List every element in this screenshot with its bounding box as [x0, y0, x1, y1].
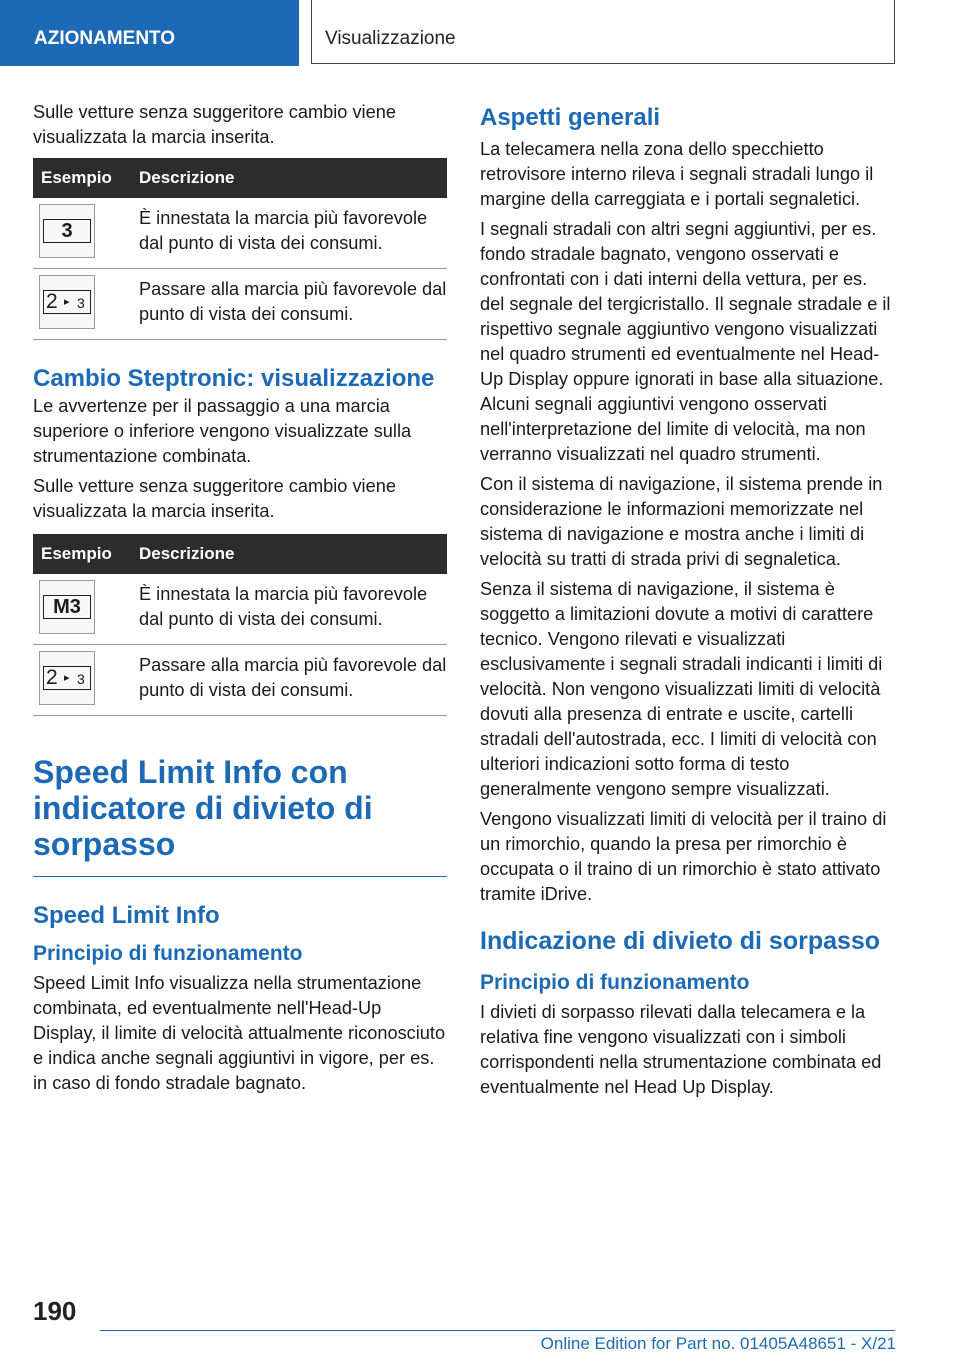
- subsection-tab: [311, 0, 895, 64]
- example-cell: [33, 198, 135, 269]
- left-column: [33, 100, 447, 1101]
- column-header-description: Descrizione: [135, 534, 447, 574]
- column-header-description: Descrizione: [135, 158, 447, 198]
- principle-heading: Principio di funzionamento: [33, 942, 303, 965]
- general-paragraph-4: Senza il sistema di navigazione, il sistema è soggetto a limitazioni dovute a motivi di carattere tecnico. Vengono rilevati e visualizzati esclusivamente i segnali stradali indicanti i limiti di velocità. Non vengono visualizzati limiti di velocità dovuti alla presenza di entrate e uscite, cartelli stradali dell'autostrada, ecc. I limiti di velocità con ulteriori indicazioni sotto forma di testo generalmente vengono sempre visualizzati.: [480, 579, 883, 799]
- gear-3-icon: [39, 204, 95, 258]
- steptronic-heading: Cambio Steptronic: visualizzazione: [33, 365, 435, 392]
- table-row: [33, 645, 447, 716]
- principle-paragraph: I divieti di sorpasso rilevati dalla telecamera e la relativa fine vengono visualizzati con i simboli corrispondenti nella strumentazione combinata ed eventualmente nel Head Up Display.: [480, 1002, 882, 1097]
- example-cell: [33, 269, 135, 340]
- table-header-row: [33, 158, 447, 198]
- section-title: AZIONAMENTO: [34, 28, 176, 49]
- overtake-heading: Indicazione di divieto di sorpasso: [480, 927, 881, 955]
- general-paragraph-5: Vengono visualizzati limiti di velocità per il traino di un rimorchio, quando la presa per rimorchio è occupata o il traino di un rimorchio è stato attivato tramite iDrive.: [480, 809, 887, 904]
- description-cell: È innestata la marcia più favorevole dal punto di vista dei consumi.: [135, 574, 447, 645]
- current-gear-label: 2: [46, 666, 58, 689]
- steptronic-paragraph-2: Sulle vetture senza suggeritore cambio viene visualizzata la marcia inserita.: [33, 476, 396, 521]
- speed-limit-info-heading: Speed Limit Info: [33, 902, 220, 929]
- gear-icon-label: M3: [53, 596, 81, 618]
- description-cell: È innestata la marcia più favorevole dal punto di vista dei consumi.: [135, 198, 447, 269]
- description-cell: Passare alla marcia più favorevole dal punto di vista dei consumi.: [135, 269, 447, 340]
- subsection-title: Visualizzazione: [325, 28, 456, 49]
- target-gear-label: 3: [77, 671, 85, 687]
- column-header-example: Esempio: [33, 158, 135, 198]
- manual-gear-icon: [39, 580, 95, 634]
- arrow-right-icon: ▸: [64, 672, 70, 684]
- page-number: 190: [33, 1296, 77, 1326]
- shift-up-icon: [39, 651, 95, 705]
- target-gear-label: 3: [77, 295, 85, 311]
- current-gear-label: 2: [46, 290, 58, 313]
- description-cell: Passare alla marcia più favorevole dal punto di vista dei consumi.: [135, 645, 447, 716]
- column-header-example: Esempio: [33, 534, 135, 574]
- table-row: [33, 269, 447, 340]
- example-cell: [33, 574, 135, 645]
- general-heading: Aspetti generali: [480, 104, 661, 131]
- page-header: [0, 0, 960, 66]
- intro-paragraph: Sulle vetture senza suggeritore cambio viene visualizzata la marcia inserita.: [33, 102, 396, 147]
- arrow-right-icon: ▸: [64, 296, 70, 308]
- gear-icon-label: 3: [61, 220, 73, 242]
- right-column: [480, 103, 896, 1105]
- table-row: [33, 198, 447, 269]
- table-row: [33, 574, 447, 645]
- table-header-row: [33, 534, 447, 574]
- footer-divider: [100, 1330, 895, 1331]
- shift-up-icon: [39, 275, 95, 329]
- general-paragraph-2: I segnali stradali con altri segni aggiuntivi, per es. fondo stradale bagnato, vengono osservati e confrontati con i dati interni della vettura, per es. del segnale del tergicristallo. Il segnale stradale e il rispettivo segnale aggiuntivo vengono visualizzati nel quadro strumenti ed eventualmente nel Head-Up Display oppure ignorati in base alla situazione. Alcuni segnali aggiuntivi vengono osservati nell'interpretazione del limite di velocità, ma non verranno visualizzati nel quadro strumenti.: [480, 219, 891, 464]
- steptronic-paragraph-1: Le avvertenze per il passaggio a una marcia superiore o inferiore vengono visualizzate sulla strumentazione combinata.: [33, 396, 412, 466]
- general-paragraph-3: Con il sistema di navigazione, il sistema prende in considerazione le informazioni memorizzate nel sistema di navigazione e mostra anche i limiti di velocità su tratti di strada privi di segnaletica.: [480, 474, 883, 569]
- gear-table-2: [33, 534, 447, 716]
- section-tab: [0, 0, 299, 66]
- general-paragraph-1: La telecamera nella zona dello specchietto retrovisore interno rileva i segnali stradali lungo il margine della carreggiata e i portali segnaletici.: [480, 139, 874, 209]
- gear-table-1: [33, 158, 447, 340]
- example-cell: [33, 645, 135, 716]
- principle-heading: Principio di funzionamento: [480, 971, 750, 994]
- edition-label: Online Edition for Part no. 01405A48651 - X/21: [540, 1334, 896, 1353]
- principle-paragraph: Speed Limit Info visualizza nella strumentazione combinata, ed eventualmente nell'Head-Up Display, il limite di velocità attualmente riconosciuto e indica anche segnali aggiuntivi in vigore, per es. in caso di fondo stradale bagnato.: [33, 973, 446, 1093]
- section-heading: Speed Limit Info con indicatore di divieto di sorpasso: [33, 754, 373, 862]
